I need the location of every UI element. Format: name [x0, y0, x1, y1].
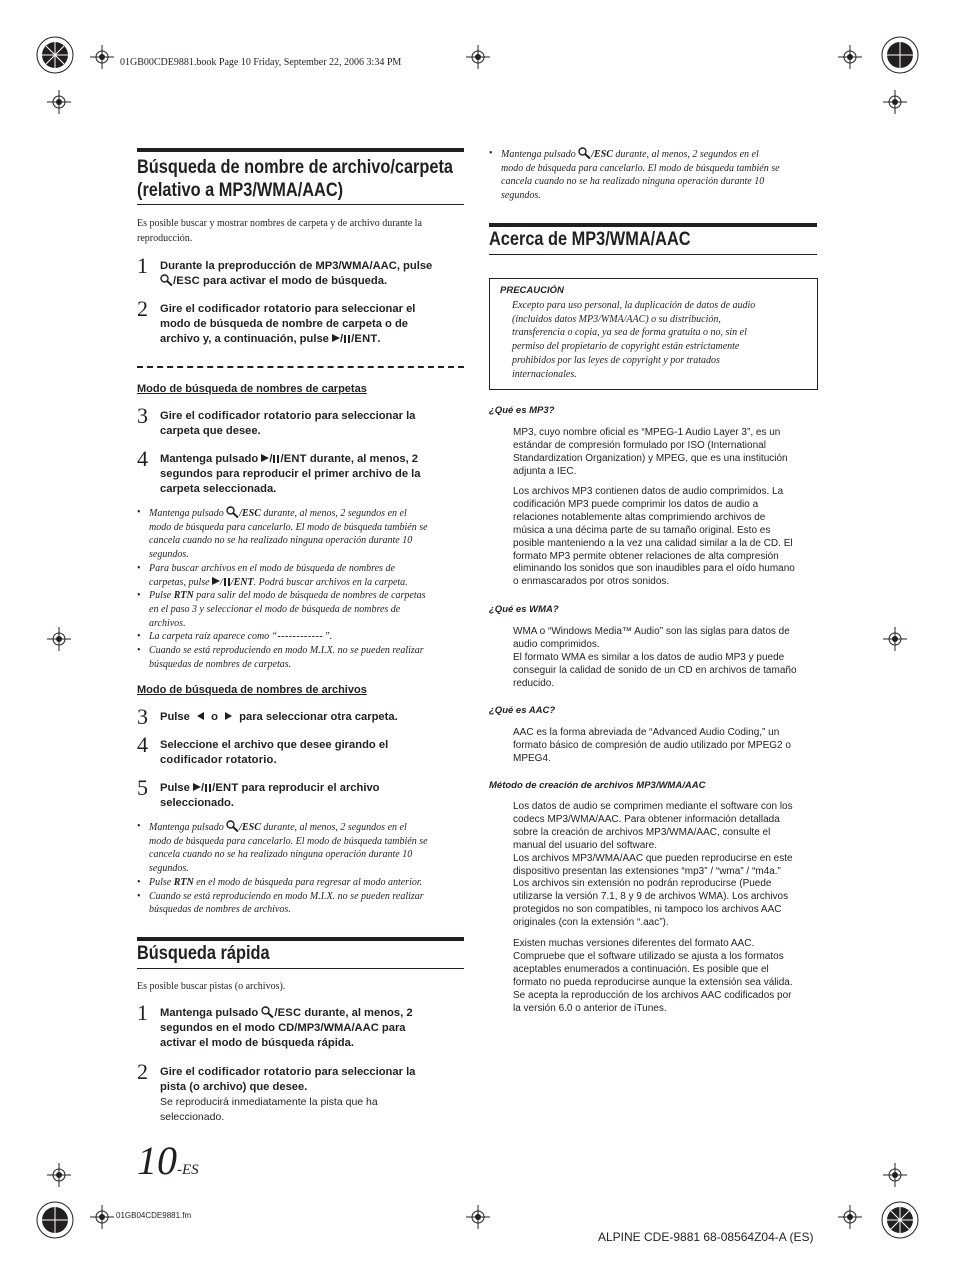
folder-mode-heading: Modo de búsqueda de nombres de carpetas [137, 383, 367, 395]
step-number: 4 [137, 446, 148, 471]
registration-mark-top-right [880, 35, 920, 75]
paragraph-wma: WMA o “Windows Media™ Audio” son las siglas para datos de audio comprimidos. El formato WMA es similar a los datos de audio MP3 y puede conseguir la calidad de sonido de un CD en archivos de tamaño reducido. [513, 626, 797, 689]
step-text: Durante la preproducción de MP3/WMA/AAC, pulse /ESC para activar el modo de búsqueda. [160, 260, 433, 287]
crosshair-mark-left-lower [47, 1163, 71, 1187]
crosshair-mark-right-middle [883, 627, 907, 651]
file-mode-notes [137, 820, 467, 917]
question-aac: ¿Qué es AAC? [489, 705, 556, 716]
section-title-line: Búsqueda de nombre de archivo/carpeta [137, 157, 454, 178]
step-text: Mantenga pulsado /ESC durante, al menos, 2 segundos en el modo CD/MP3/WMA/AAC para activar el modo de búsqueda rápida. [160, 1007, 413, 1049]
section-rule [489, 254, 817, 255]
section-bar [137, 937, 464, 941]
search-icon [160, 274, 173, 286]
crosshair-mark-left-middle [47, 627, 71, 651]
crosshair-mark-bottom-right [838, 1205, 862, 1229]
step-text: Gire el codificador rotatorio para seleccionar la pista (o archivo) que desee. Se reproducirá inmediatamente la pista que ha seleccionado. [160, 1066, 416, 1123]
caution-body: Excepto para uso personal, la duplicación de datos de audio (incluidos datos MP3/WMA/AAC) o su distribución, transferencia o copia, ya sea de forma gratuita o no, sin el permiso del propietario de copyright están estrictamente prohibidos por las leyes de copyright y por tratados internacionales. [512, 300, 756, 380]
section-bar [489, 223, 817, 227]
paragraph-mp3-1: MP3, cuyo nombre oficial es “MPEG-1 Audio Layer 3”, es un estándar de compresión formulado por ISO (International Standardization Organization) y MPEG, que es una institución adjunta a IEC. [513, 427, 788, 477]
question-wma: ¿Qué es WMA? [489, 604, 559, 615]
pause-icon [205, 784, 211, 792]
step-number: 2 [137, 296, 148, 321]
model-info: ALPINE CDE-9881 68-08564Z04-A (ES) [598, 1230, 814, 1244]
play-icon [332, 334, 340, 342]
step-number: 1 [137, 253, 148, 278]
file-info: 01GB04CDE9881.fm [116, 1211, 192, 1220]
note-item: • Cuando se está reproduciendo en modo M.I.X. no se pueden realizar búsquedas de nombres de carpetas. [137, 644, 467, 671]
registration-mark-bottom-right [880, 1200, 920, 1240]
arrow-left-icon [197, 712, 204, 720]
question-method: Método de creación de archivos MP3/WMA/AAC [489, 780, 706, 791]
file-mode-heading: Modo de búsqueda de nombres de archivos [137, 684, 367, 696]
crosshair-mark-left-upper [47, 90, 71, 114]
step-text: Seleccione el archivo que desee girando el codificador rotatorio. [160, 739, 389, 766]
search-icon [226, 506, 239, 518]
step-text: Mantenga pulsado / /ENT durante, al menos, 2 segundos para reproducir el primer archivo de la carpeta seleccionada. [160, 453, 421, 495]
folder-mode-notes [137, 506, 467, 671]
section-bar [137, 148, 464, 152]
pause-icon [224, 578, 230, 586]
pause-icon [344, 335, 350, 343]
step-number: 3 [137, 403, 148, 428]
page-number: 10-ES [137, 1138, 199, 1183]
step-number: 1 [137, 1000, 148, 1025]
step-text: Pulse o para seleccionar otra carpeta. [160, 711, 398, 723]
registration-mark-top-left [35, 35, 75, 75]
caution-box [489, 278, 818, 390]
note-item: • Pulse RTN en el modo de búsqueda para regresar al modo anterior. [137, 876, 467, 890]
step-text: Gire el codificador rotatorio para seleccionar el modo de búsqueda de nombre de carpeta o de archivo y, a continuación, pulse / /ENT. [160, 303, 416, 345]
paragraph-aac: AAC es la forma abreviada de “Advanced Audio Coding,” un formato básico de compresión de audio utilizado por MPEG2 o MPEG4. [513, 727, 791, 764]
crosshair-mark-right-upper [883, 90, 907, 114]
section-title-file-search [137, 156, 453, 202]
step-number: 3 [137, 704, 148, 729]
paragraph-mp3-2: Los archivos MP3 contienen datos de audio comprimidos. La codificación MP3 puede comprimir los datos de audio a relaciones notablemente altas comprimiendo archivos de música a una décima parte de su tamaño original. Esto es posible manteniendo a la vez una calidad similar a la de CD. El formato MP3 permite obtener relaciones de alta compresión eliminando los sonidos que son inaudibles para el oído humano o enmascarados por otros sonidos. [513, 486, 795, 588]
section-title-about-mp3: Acerca de MP3/WMA/AAC [489, 229, 691, 250]
crosshair-mark-top-center [466, 45, 490, 69]
note-item: • Cuando se está reproduciendo en modo M.I.X. no se pueden realizar búsquedas de nombres de archivos. [137, 890, 467, 917]
search-icon [261, 1006, 274, 1018]
dashed-divider [137, 366, 464, 368]
search-icon [226, 820, 239, 832]
note-item: • Mantenga pulsado /ESC durante, al menos, 2 segundos en el modo de búsqueda para cancelarlo. El modo de búsqueda también se cancela cuando no se ha realizado ninguna operación durante 10 segundos. [137, 506, 467, 562]
note-item: • La carpeta raíz aparece como “- - - - - - - - - - - - ”. [137, 630, 467, 644]
registration-mark-bottom-left [35, 1200, 75, 1240]
play-icon [212, 577, 220, 585]
paragraph-method-1: Los datos de audio se comprimen mediante el software con los codecs MP3/WMA/AAC. Para obtener información detallada sobre la creación de archivos MP3/WMA/AAC, consulte el manual del usuario del software. Los archivos MP3/WMA/AAC que pueden reproducirse en este dispositivo presentan las extensiones “mp3” / “wma” / “m4a.” Los archivos sin extensión no podrán reproducirse (Puede utilizarse la versión 7.1, 8 y 9 de archivos WMA). Los archivos protegidos no son compatibles, ni tampoco los archivos AAC originales (con la extensión “.aac”). [513, 801, 793, 929]
step-text: Gire el codificador rotatorio para seleccionar la carpeta que desee. [160, 410, 416, 437]
section-rule [137, 204, 464, 205]
crosshair-mark-top-right [838, 45, 862, 69]
crosshair-mark-top-left [90, 45, 114, 69]
note-item: • Pulse RTN para salir del modo de búsqueda de nombres de carpetas en el paso 3 y seleccionar el modo de búsqueda de nombres de archivos. [137, 589, 467, 630]
paragraph-method-2: Existen muchas versiones diferentes del formato AAC. Compruebe que el software utilizado se ajusta a los formatos aceptables enumerados a continuación. Es posible que el formato no pueda reproducirse aunque la extensión sea válida. Se acepta la reproducción de los archivos AAC codificados por la versión 6.0 o anterior de iTunes. [513, 938, 793, 1014]
section-title-line: (relativo a MP3/WMA/AAC) [137, 180, 344, 201]
crosshair-mark-right-lower [883, 1163, 907, 1187]
note-item: • Mantenga pulsado /ESC durante, al menos, 2 segundos en el modo de búsqueda para cancelarlo. El modo de búsqueda también se cancela cuando no se ha realizado ninguna operación durante 10 segundos. [137, 820, 467, 876]
crosshair-mark-bottom-center [466, 1205, 490, 1229]
section-intro: Es posible buscar y mostrar nombres de carpeta y de archivo durante la reproducción. [137, 218, 422, 244]
print-info: 01GB00CDE9881.book Page 10 Friday, September 22, 2006 3:34 PM [120, 57, 402, 68]
pause-icon [273, 455, 279, 463]
step-text: Pulse / /ENT para reproducir el archivo seleccionado. [160, 782, 380, 809]
note-item: • Mantenga pulsado /ESC durante, al menos, 2 segundos en el modo de búsqueda para cancelarlo. El modo de búsqueda también se cancela cuando no se ha realizado ninguna operación durante 10 segundos. [489, 147, 819, 203]
search-icon [578, 147, 591, 159]
caution-title: PRECAUCIÓN [500, 285, 564, 296]
arrow-right-icon [225, 712, 232, 720]
step-number: 4 [137, 732, 148, 757]
section-rule [137, 968, 464, 969]
step-number: 2 [137, 1059, 148, 1084]
step-number: 5 [137, 775, 148, 800]
question-mp3: ¿Qué es MP3? [489, 405, 555, 416]
top-right-note [489, 147, 819, 203]
play-icon [261, 454, 269, 462]
play-icon [193, 783, 201, 791]
crosshair-mark-bottom-left [90, 1205, 114, 1229]
note-item: • Para buscar archivos en el modo de búsqueda de nombres de carpetas, pulse / /ENT. Podrá buscar archivos en la carpeta. [137, 562, 467, 589]
section-intro: Es posible buscar pistas (o archivos). [137, 981, 286, 992]
section-title-quick-search: Búsqueda rápida [137, 943, 270, 964]
